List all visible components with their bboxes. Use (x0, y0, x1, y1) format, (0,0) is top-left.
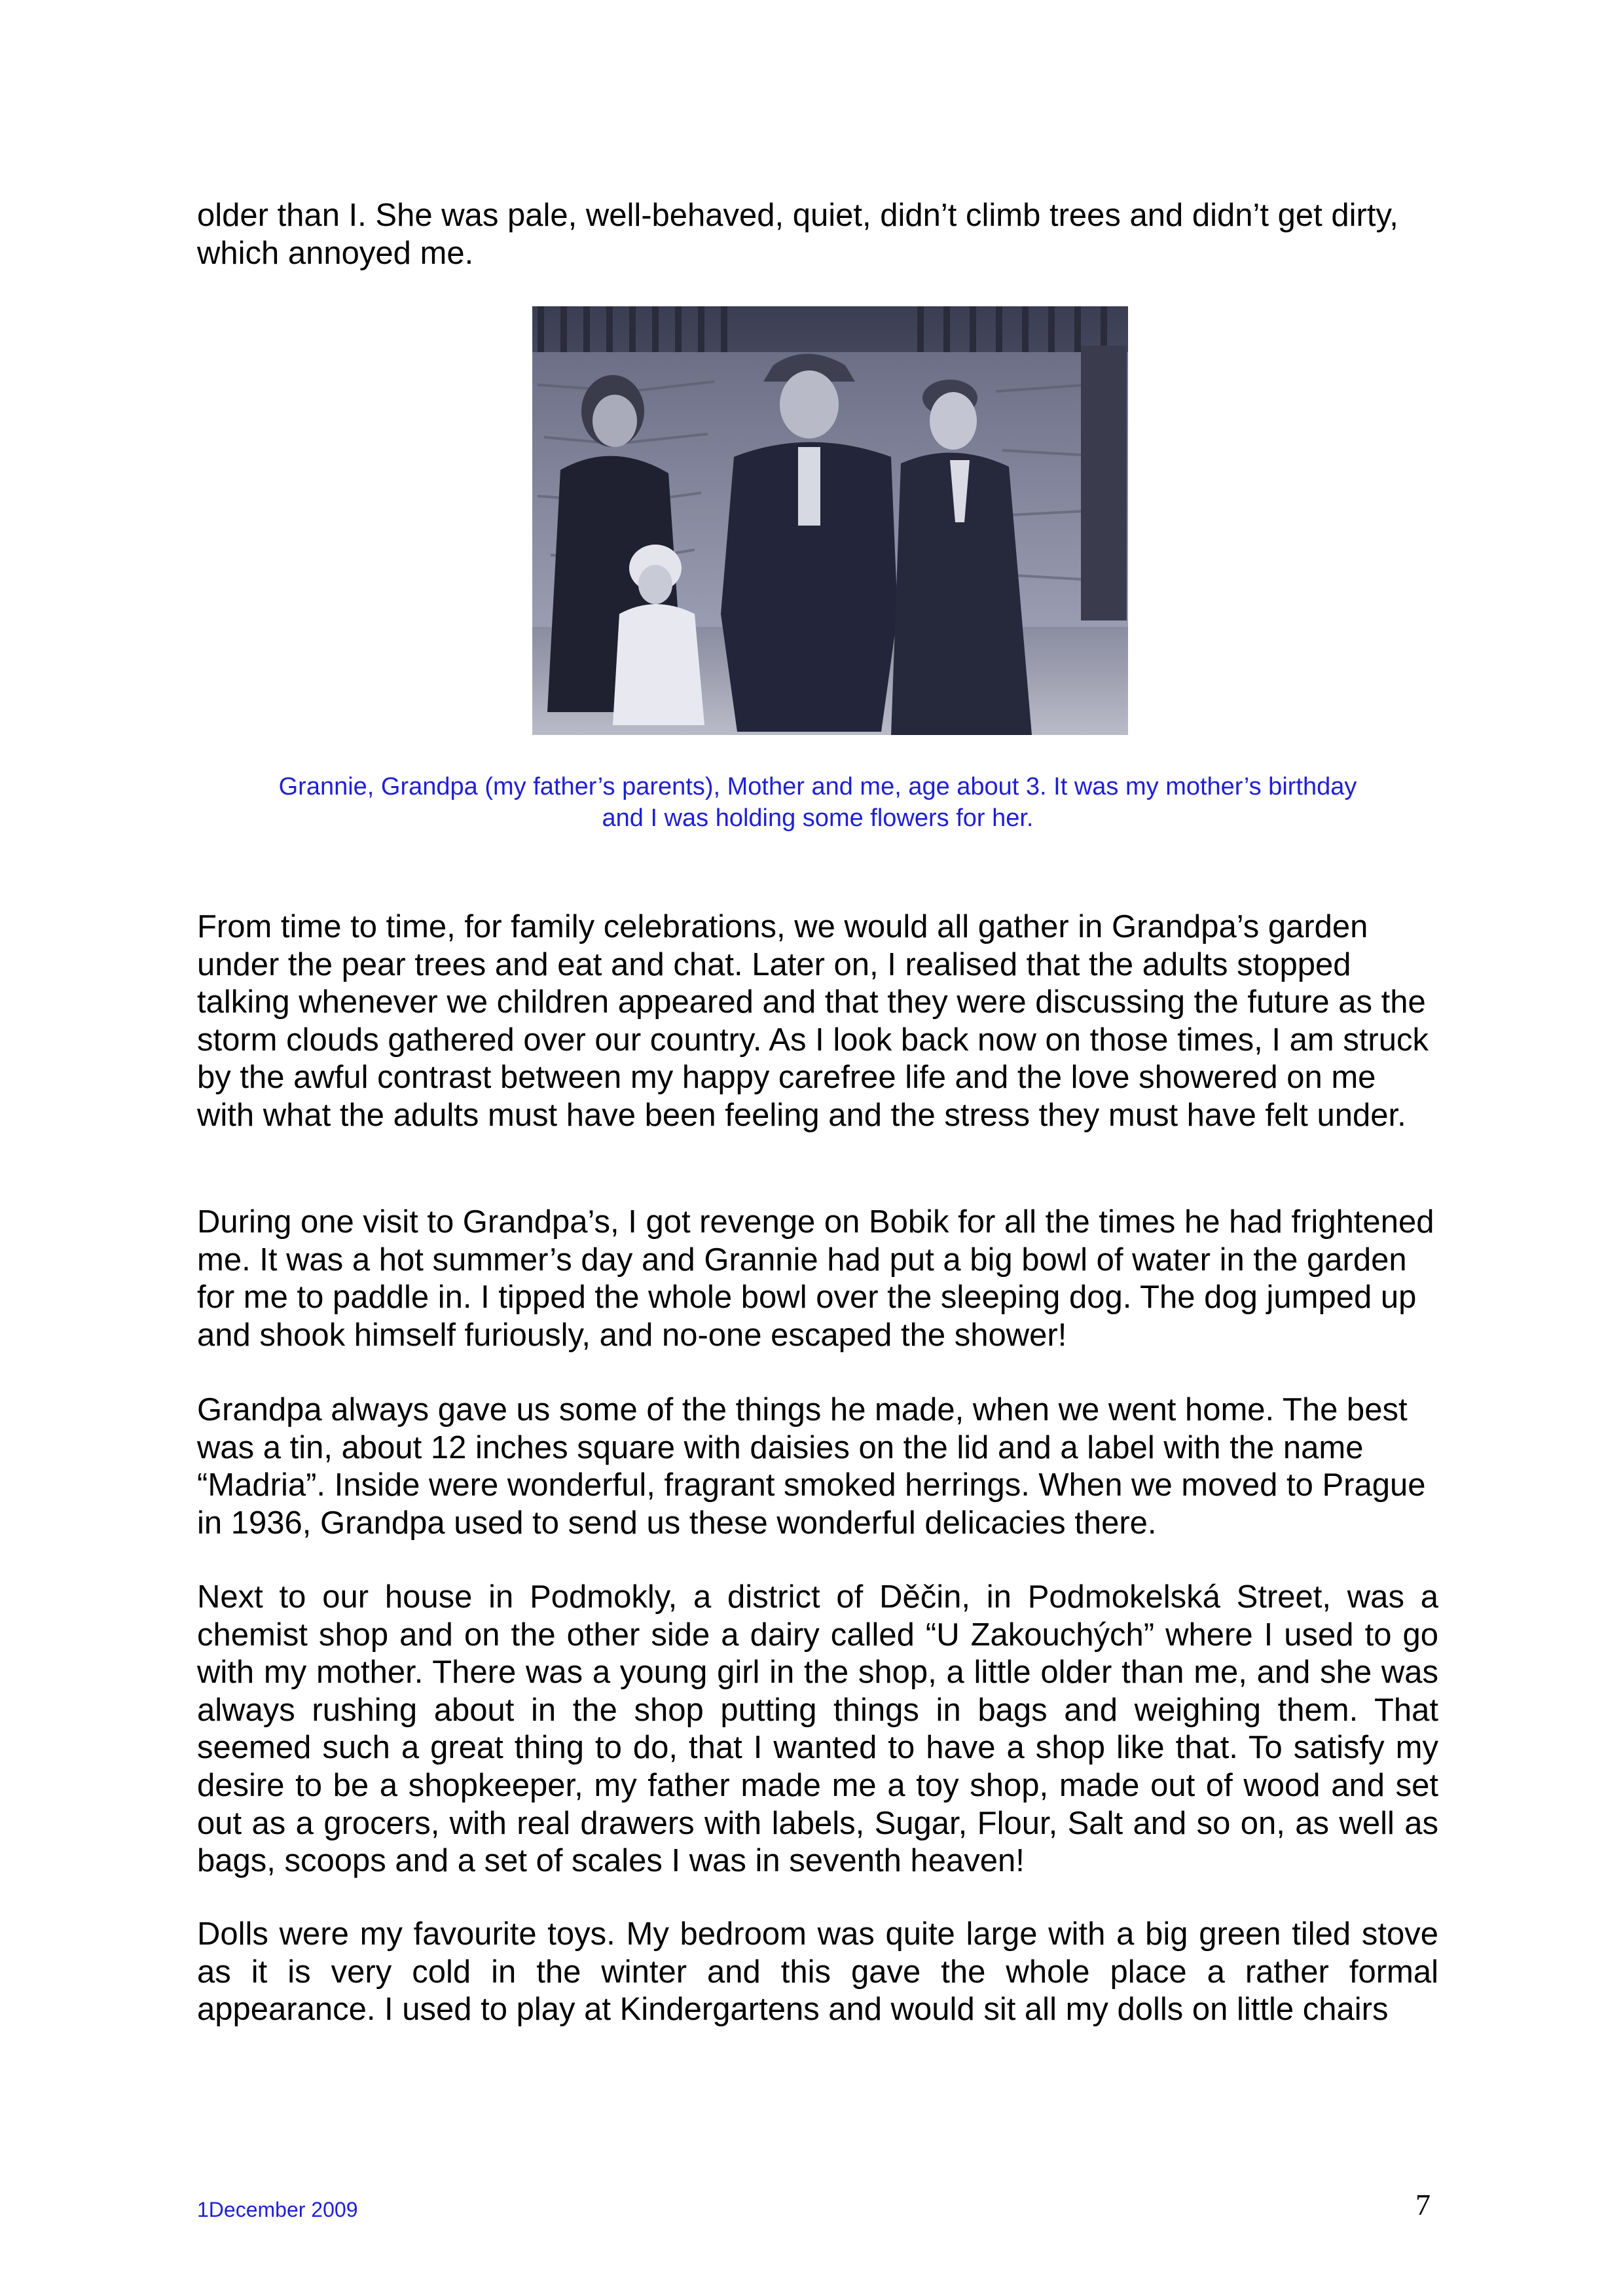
photo-caption (197, 771, 1438, 834)
paragraph-bobik-revenge: During one visit to Grandpa’s, I got revenge on Bobik for all the times he had frightened me. It was a hot summer’s day and Grannie had put a big bowl of water in the garden for me to paddle in. I tipped the whole bowl over the sleeping dog. The dog jumped up and shook himself furiously, and no-one escaped the shower! (197, 1204, 1434, 1353)
paragraph-opening: older than I. She was pale, well-behaved, quiet, didn’t climb trees and didn’t get dirty, which annoyed me. (197, 198, 1398, 271)
paragraph-dolls: Dolls were my favourite toys. My bedroom was quite large with a big green tiled stove as it is very cold in the winter and this gave the whole place a rather formal appearance. I used to play at Kindergartens and would sit all my dolls on little chairs (197, 1916, 1438, 2028)
page-number: 7 (1415, 2188, 1431, 2221)
photo-caption-line-2: and I was holding some flowers for her. (602, 804, 1034, 832)
paragraph-family-celebrations: From time to time, for family celebrations, we would all gather in Grandpa’s garden under the pear trees and eat and chat. Later on, I realised that the adults stopped talking whenever we children appeared and that they were discussing the future as the storm clouds gathered over our country. As I look back now on those times, I am struck by the awful contrast between my happy carefree life and the love showered on me with what the adults must have been feeling and the stress they must have felt under. (197, 909, 1429, 1133)
footer-date: 1December 2009 (197, 2198, 358, 2221)
paragraph-grandpa-gifts: Grandpa always gave us some of the things he made, when we went home. The best was a tin, about 12 inches square with daisies on the lid and a label with the name “Madria”. Inside were wonderful, fragrant smoked herrings. When we moved to Prague in 1936, Grandpa used to send us these wonderful delicacies there. (197, 1392, 1426, 1541)
family-photo (498, 306, 1135, 744)
photo-caption-line-1: Grannie, Grandpa (my father’s parents), Mother and me, age about 3. It was my mother’s birthday (278, 773, 1357, 800)
paragraph-toy-shop: Next to our house in Podmokly, a district of Děčin, in Podmokelská Street, was a chemist shop and on the other side a dairy called “U Zakouchých” where I used to go with my mother. There was a young girl in the shop, a little older than me, and she was always rushing about in the shop putting things in bags and weighing them. That seemed such a great thing to do, that I wanted to have a shop like that. To satisfy my desire to be a shopkeeper, my father made me a toy shop, made out of wood and set out as a grocers, with real drawers with labels, Sugar, Flour, Salt and so on, as well as bags, scoops and a set of scales I was in seventh heaven! (197, 1579, 1438, 1879)
